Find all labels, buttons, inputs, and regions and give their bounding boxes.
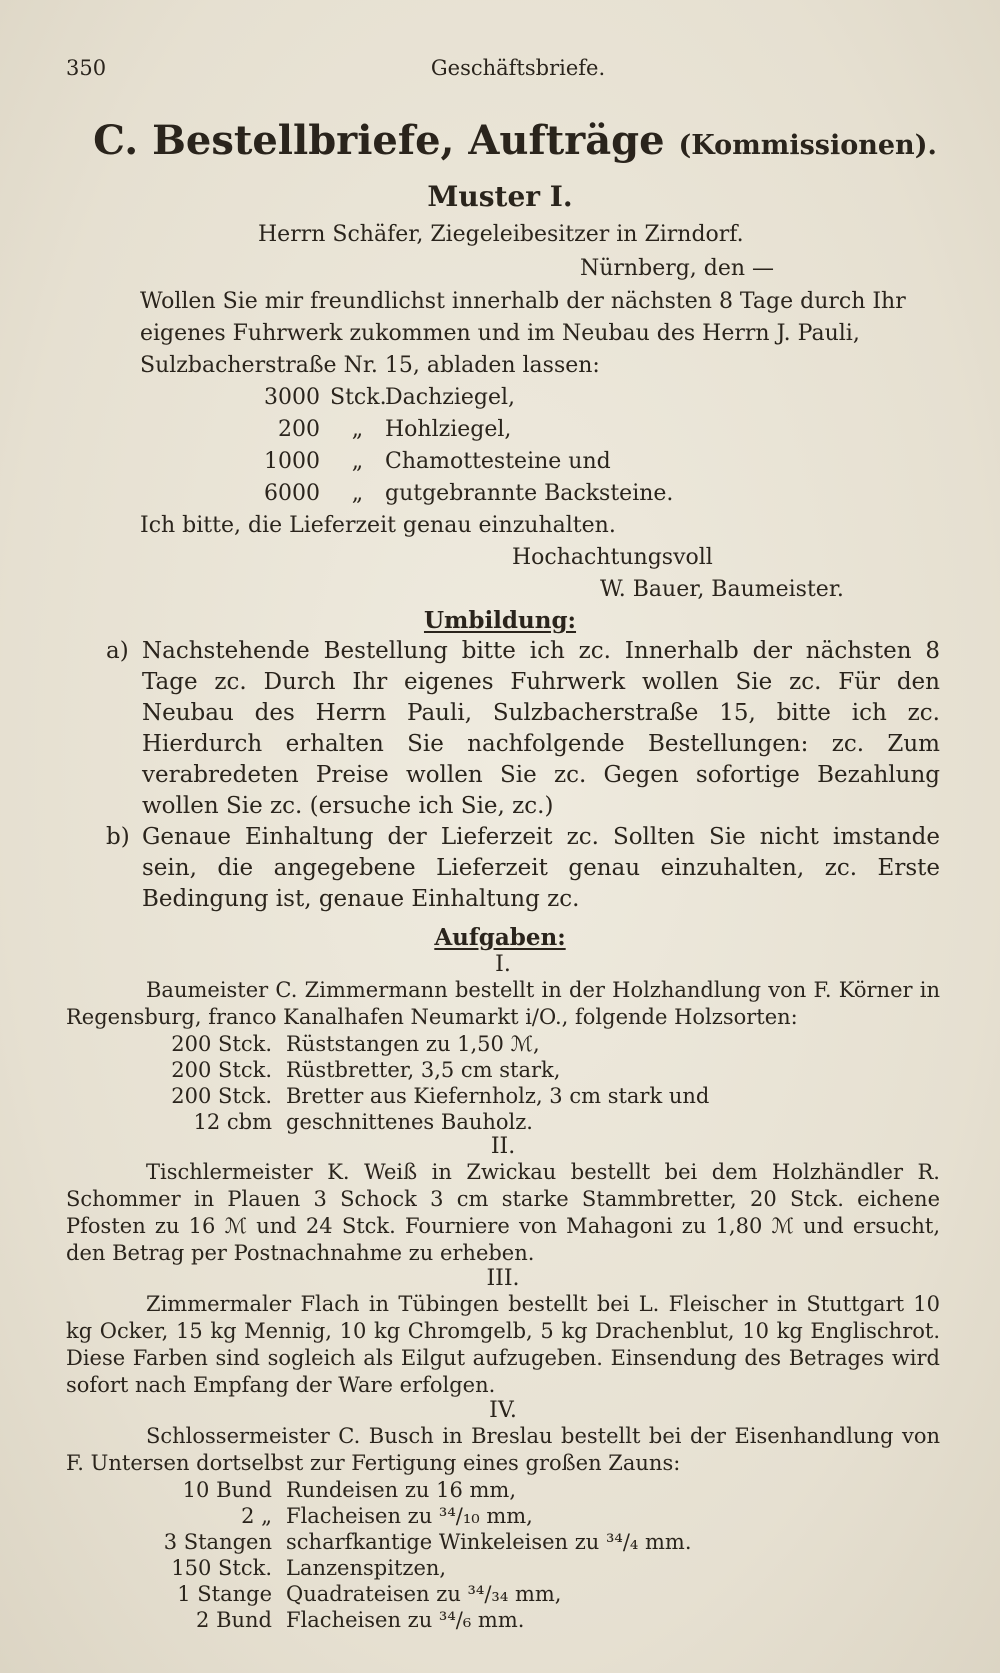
task-4 <box>66 1399 940 1633</box>
list-item <box>66 1503 940 1529</box>
umbildung-heading: Umbildung: <box>423 607 577 634</box>
item-description: Lanzenspitzen, <box>286 1556 447 1580</box>
letter-closing: Ich bitte, die Lieferzeit genau einzuhalten. <box>140 513 616 538</box>
task-2 <box>66 1135 940 1267</box>
item-description: Chamottesteine und <box>385 449 611 474</box>
variant-text: Nachstehende Bestellung bitte ich zc. Innerhalb der nächsten 8 Tage zc. Durch Ihr eigenes Fuhrwerk wollen Sie zc. Für den Neubau des Herrn Pauli, Sulzbacherstraße 15, bitte ich zc. Hierdurch erhalten Sie nachfolgende Bestellungen: zc. Zum verabredeten Preise wollen Sie zc. Gegen sofortige Bezahlung wollen Sie zc. (ersuche ich Sie, zc.) <box>142 638 940 819</box>
item-quantity: 2 „ <box>241 1504 272 1528</box>
item-description: Rüststangen zu 1,50 ℳ, <box>286 1032 540 1056</box>
list-item <box>0 478 1000 510</box>
list-item <box>66 1083 940 1109</box>
section-title-main: C. Bestellbriefe, Aufträge <box>93 117 665 164</box>
list-item <box>0 446 1000 478</box>
item-description: Hohlziegel, <box>385 417 512 442</box>
variant-tag: b) <box>106 824 130 850</box>
task-number: II. <box>490 1134 516 1159</box>
letter-body: Wollen Sie mir freundlichst innerhalb der nächsten 8 Tage durch Ihr eigenes Fuhrwerk zukommen und im Neubau des Herrn J. Pauli, Sulzbacherstraße Nr. 15, abladen lassen: <box>140 289 906 378</box>
task-text: Zimmermaler Flach in Tübingen bestellt bei L. Fleischer in Stuttgart 10 kg Ocker, 15 kg Mennig, 10 kg Chromgelb, 5 kg Drachenblut, 10 kg Englischrot. Diese Farben sind sogleich als Eilgut aufzugeben. Einsendung des Betrages wird sofort nach Empfang der Ware erfolgen. <box>66 1292 940 1397</box>
item-quantity: 10 Bund <box>182 1478 272 1502</box>
item-description: Quadrateisen zu ³⁴/₃₄ mm, <box>286 1582 562 1606</box>
running-title: Geschäftsbriefe. <box>430 56 606 80</box>
task-text: Tischlermeister K. Weiß in Zwickau bestellt bei dem Holzhändler R. Schommer in Plauen 3 Schock 3 cm starke Stammbretter, 20 Stck. eichene Pfosten zu 16 ℳ und 24 Stck. Fourniere von Mahagoni zu 1,80 ℳ und ersucht, den Betrag per Postnachnahme zu erheben. <box>66 1160 940 1265</box>
item-unit: „ <box>351 449 364 474</box>
page-header <box>66 56 930 86</box>
item-quantity: 200 Stck. <box>171 1084 272 1108</box>
item-quantity: 3 Stangen <box>163 1530 272 1554</box>
item-unit: Stck. <box>330 385 387 410</box>
item-quantity: 6000 <box>264 481 320 506</box>
section-title <box>0 110 1000 172</box>
variant-b <box>106 822 940 915</box>
item-quantity: 1000 <box>264 449 320 474</box>
item-quantity: 150 Stck. <box>171 1556 272 1580</box>
item-description: Rüstbretter, 3,5 cm stark, <box>286 1058 561 1082</box>
aufgaben-tasks <box>0 953 1000 1633</box>
task-items <box>66 1031 940 1135</box>
list-item <box>66 1477 940 1503</box>
item-quantity: 12 cbm <box>193 1110 272 1134</box>
letter-signature: W. Bauer, Baumeister. <box>600 577 844 602</box>
task-number: IV. <box>489 1398 517 1423</box>
item-description: Rundeisen zu 16 mm, <box>286 1478 517 1502</box>
item-description: scharfkantige Winkeleisen zu ³⁴/₄ mm. <box>286 1530 692 1554</box>
task-1 <box>66 953 940 1135</box>
aufgaben-heading: Aufgaben: <box>434 924 566 951</box>
list-item <box>0 382 1000 414</box>
variant-text: Genaue Einhaltung der Lieferzeit zc. Sollten Sie nicht imstande sein, die angegebene Lieferzeit genau einzuhalten, zc. Erste Bedingung ist, genaue Einhaltung zc. <box>142 824 940 912</box>
item-description: geschnittenes Bauholz. <box>286 1110 533 1134</box>
variant-a <box>106 636 940 822</box>
list-item <box>66 1529 940 1555</box>
list-item <box>66 1031 940 1057</box>
item-quantity: 200 Stck. <box>171 1032 272 1056</box>
letter-date: Nürnberg, den — <box>580 256 775 281</box>
item-description: Flacheisen zu ³⁴/₆ mm. <box>286 1608 525 1632</box>
variant-tag: a) <box>106 638 129 664</box>
task-3 <box>66 1267 940 1399</box>
item-unit: „ <box>351 417 364 442</box>
sample-letter <box>0 218 1000 606</box>
task-text: Schlossermeister C. Busch in Breslau bestellt bei der Eisenhandlung von F. Untersen dortselbst zur Fertigung eines großen Zauns: <box>66 1424 940 1475</box>
item-quantity: 2 Bund <box>196 1608 272 1632</box>
item-quantity: 200 <box>278 417 320 442</box>
item-description: Dachziegel, <box>385 385 516 410</box>
list-item <box>0 414 1000 446</box>
list-item <box>66 1109 940 1135</box>
item-description: gutgebrannte Backsteine. <box>385 481 674 506</box>
task-text: Baumeister C. Zimmermann bestellt in der Holzhandlung von F. Körner in Regensburg, franco Kanalhafen Neumarkt i/O., folgende Holzsorten: <box>66 978 940 1029</box>
item-quantity: 3000 <box>264 385 320 410</box>
task-items <box>66 1477 940 1633</box>
letter-items <box>0 382 1000 510</box>
umbildung-variants <box>0 636 1000 915</box>
task-number: III. <box>486 1266 520 1291</box>
page-content <box>0 110 1000 1633</box>
item-quantity: 1 Stange <box>177 1582 272 1606</box>
item-description: Bretter aus Kiefernholz, 3 cm stark und <box>286 1084 710 1108</box>
letter-addressee: Herrn Schäfer, Ziegeleibesitzer in Zirndorf. <box>258 222 744 247</box>
item-unit: „ <box>351 481 364 506</box>
task-number: I. <box>495 952 511 977</box>
list-item <box>66 1057 940 1083</box>
list-item <box>66 1607 940 1633</box>
section-title-sub: (Kommissionen). <box>678 130 937 161</box>
list-item <box>66 1581 940 1607</box>
muster-heading: Muster I. <box>427 180 573 213</box>
page-number: 350 <box>66 56 107 80</box>
letter-greeting: Hochachtungsvoll <box>512 545 713 570</box>
item-description: Flacheisen zu ³⁴/₁₀ mm, <box>286 1504 533 1528</box>
list-item <box>66 1555 940 1581</box>
item-quantity: 200 Stck. <box>171 1058 272 1082</box>
